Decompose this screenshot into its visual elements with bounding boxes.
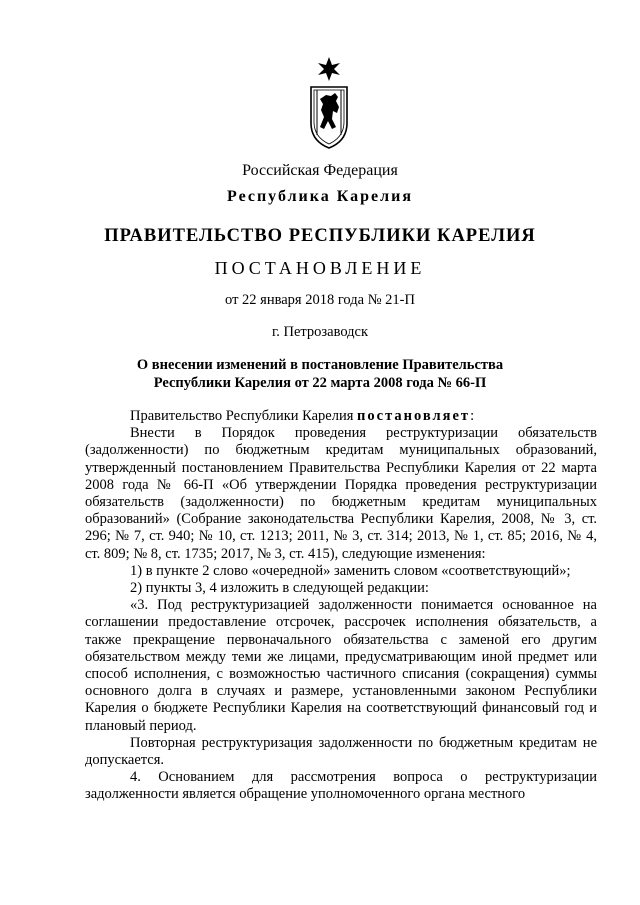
document-type: ПОСТАНОВЛЕНИЕ	[214, 258, 426, 278]
intro-suffix: :	[470, 408, 475, 424]
paragraph-5: Повторная реструктуризация задолженности по бюджетным кредитам не допускается.	[85, 734, 597, 769]
republic-heading: Республика Карелия	[227, 188, 413, 205]
document-date: от 22 января 2018 года № 21-П	[225, 292, 415, 308]
paragraph-2: 1) в пункте 2 слово «очередной» заменить словом «соответствующий»;	[130, 562, 571, 579]
document-city: г. Петрозаводск	[271, 324, 369, 340]
paragraph-6: 4. Основанием для рассмотрения вопроса о реструктуризации задолженности является обращение уполномоченного органа местного	[85, 769, 597, 803]
intro-paragraph	[85, 408, 597, 425]
paragraph-3: 2) пункты 3, 4 изложить в следующей редакции:	[130, 580, 429, 597]
paragraph-4: «3. Под реструктуризацией задолженности понимается основанное на соглашении предоставление отсрочек, рассрочек исполнения обязательств, а также прекращение первоначального обязательства с заменой его другим обязательством между теми же лицами, предусматривающим иной предмет или способ исполнения, с возможностью частичного списания (сокращения) суммы основного долга в случаях и размере, установленными законом Республики Карелия о бюджете Республики Карелия на соответствующий финансовый год и плановый период.	[85, 597, 597, 734]
document-body	[85, 408, 597, 804]
country-heading: Российская Федерация	[242, 162, 398, 179]
intro-resolves: постановляет	[357, 408, 471, 424]
intro-prefix: Правительство Республики Карелия	[130, 408, 358, 424]
title-line-2: Республики Карелия от 22 марта 2008 года № 66-П	[153, 375, 487, 391]
coat-of-arms-icon	[306, 55, 352, 151]
document-title	[0, 356, 640, 392]
government-heading: ПРАВИТЕЛЬСТВО РЕСПУБЛИКИ КАРЕЛИЯ	[104, 226, 536, 246]
title-line-1: О внесении изменений в постановление Правительства	[136, 357, 504, 373]
paragraph-1: Внести в Порядок проведения реструктуризации обязательств (задолженности) по бюджетным кредитам муниципальных образований, утвержденный постановлением Правительства Республики Карелия от 22 марта 2008 года № 66-П «Об утверждении Порядка проведения реструктуризации обязательств (задолженности) по бюджетным кредитам муниципальных образований» (Собрание законодательства Республики Карелия, 2008, № 3, ст. 296; № 7, ст. 940; № 10, ст. 1213; 2011, № 3, ст. 314; 2013, № 1, ст. 85; 2016, № 4, ст. 809; № 8, ст. 1735; 2017, № 3, ст. 415), следующие изменения:	[85, 425, 597, 562]
